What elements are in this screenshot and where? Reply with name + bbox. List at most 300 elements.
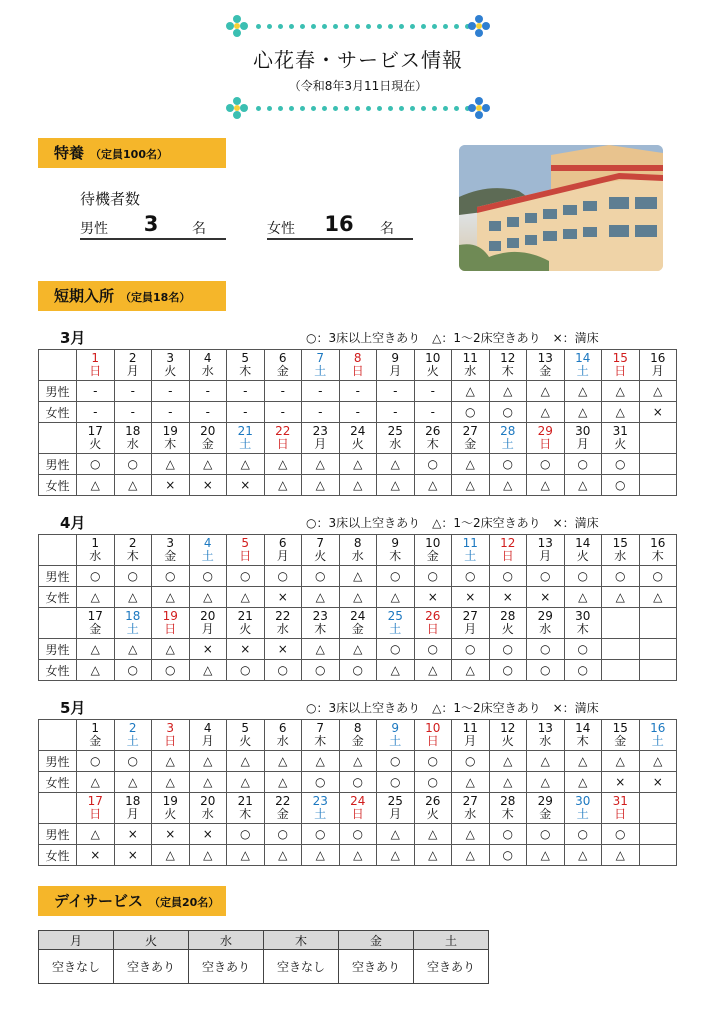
availability-cell: △ [302,587,340,608]
availability-cell: × [189,639,227,660]
availability-cell: ○ [377,772,415,793]
availability-cell: △ [602,845,640,866]
weekday-label: 月 [276,549,289,563]
weekday-label: 月 [389,364,402,378]
date-cell [77,720,115,751]
date-cell [302,423,340,454]
availability-cell: △ [339,639,377,660]
weekday-label: 木 [651,549,664,563]
date-cell [77,423,115,454]
date-number: 26 [425,609,441,623]
availability-cell: 空きなし [264,950,339,984]
weekday-label: 火 [614,437,627,451]
date-number: 29 [537,609,553,623]
decoration-dot [377,106,382,111]
empty-label-cell [39,793,77,824]
availability-cell: × [227,639,265,660]
decoration-dot [256,106,261,111]
date-cell [152,720,190,751]
date-number: 27 [462,794,478,808]
weekday-label: 月 [314,437,327,451]
availability-cell: × [639,772,677,793]
decoration-dot [355,106,360,111]
date-row [39,423,677,454]
availability-cell: △ [527,845,565,866]
date-number: 28 [500,424,516,438]
decoration-dot [421,106,426,111]
availability-cell: - [114,381,152,402]
weekday-label: 火 [501,734,514,748]
availability-cell: ○ [114,454,152,475]
availability-cell: × [152,475,190,496]
availability-cell: △ [77,824,115,845]
day-service-capacity: （定員20名） [148,896,220,909]
availability-cell: △ [339,566,377,587]
weekday-label: 火 [501,622,514,636]
short-stay-heading [38,281,226,311]
availability-cell: △ [489,475,527,496]
date-number: 14 [575,351,591,365]
date-number: 6 [278,351,287,365]
availability-cell: ○ [152,660,190,681]
availability-cell: ○ [377,639,415,660]
date-number: 13 [537,536,553,550]
date-number: 27 [462,424,478,438]
weekday-label: 火 [576,549,589,563]
date-cell [602,423,640,454]
date-number: 16 [650,536,666,550]
availability-cell: × [602,772,640,793]
date-number: 29 [537,424,553,438]
weekday-label: 火 [89,437,102,451]
availability-cell: × [264,639,302,660]
availability-legend: ○：3床以上空きあり △：1～2床空きあり ×：満床 [306,701,599,715]
weekday-header: 木 [264,931,339,950]
short-stay-capacity: （定員18名） [120,291,191,304]
decoration-dot [289,106,294,111]
date-number: 8 [353,351,362,365]
availability-cell: - [152,402,190,423]
date-number: 7 [316,351,325,365]
availability-cell: △ [414,475,452,496]
availability-cell: ○ [564,639,602,660]
date-number: 10 [425,721,441,735]
availability-cell: ○ [77,751,115,772]
availability-cell: 空きあり [339,950,414,984]
weekday-label: 金 [351,622,364,636]
availability-cell [602,660,640,681]
date-number: 24 [350,609,366,623]
weekday-label: 土 [314,807,327,821]
decoration-dot [311,106,316,111]
decoration-dot [267,106,272,111]
weekday-label: 土 [576,364,589,378]
date-cell [152,423,190,454]
date-cell [339,608,377,639]
availability-cell: ○ [602,566,640,587]
date-number: 3 [166,351,175,365]
availability-cell: △ [564,845,602,866]
availability-cell: △ [452,475,490,496]
weekday-label: 日 [426,734,439,748]
availability-cell: ○ [339,772,377,793]
date-cell [527,423,565,454]
availability-cell: ○ [114,566,152,587]
weekday-label: 月 [126,807,139,821]
weekday-label: 土 [501,437,514,451]
availability-cell: △ [564,475,602,496]
date-cell [227,350,265,381]
date-cell [639,423,677,454]
availability-cell: × [189,475,227,496]
availability-cell: △ [639,751,677,772]
date-number: 25 [387,609,403,623]
availability-cell: × [189,824,227,845]
date-number: 30 [575,794,591,808]
date-cell [227,608,265,639]
date-cell [452,423,490,454]
availability-cell: △ [489,751,527,772]
date-number: 21 [237,424,253,438]
availability-cell: ○ [302,824,340,845]
date-cell [77,608,115,639]
availability-cell: △ [227,751,265,772]
decoration-dot [443,24,448,29]
day-service-header-row [39,931,489,950]
date-number: 21 [237,609,253,623]
availability-cell: × [114,824,152,845]
decoration-dot [432,106,437,111]
availability-cell: △ [152,772,190,793]
availability-cell: 空きなし [39,950,114,984]
availability-cell: ○ [302,772,340,793]
date-number: 31 [612,794,628,808]
date-number: 1 [91,536,100,550]
availability-cell: △ [152,587,190,608]
availability-cell: - [189,381,227,402]
availability-cell: △ [564,402,602,423]
date-row [39,793,677,824]
availability-cell: △ [189,751,227,772]
availability-cell: △ [302,454,340,475]
availability-cell: ○ [114,660,152,681]
decoration-dot [344,106,349,111]
availability-cell: ○ [489,824,527,845]
availability-cell: △ [489,772,527,793]
date-cell [452,350,490,381]
special-care-heading [38,138,226,168]
availability-cell: △ [114,587,152,608]
availability-cell: △ [602,402,640,423]
availability-cell: △ [189,587,227,608]
weekday-label: 日 [89,807,102,821]
date-cell [564,535,602,566]
date-cell [377,535,415,566]
date-number: 24 [350,794,366,808]
male-row-label: 男性 [39,751,77,772]
date-number: 20 [200,424,216,438]
weekday-label: 水 [464,807,477,821]
availability-cell: - [77,381,115,402]
weekday-label: 水 [201,364,214,378]
availability-cell: ○ [489,845,527,866]
date-number: 19 [162,424,178,438]
date-number: 23 [312,609,328,623]
availability-cell: × [452,587,490,608]
date-number: 16 [650,351,666,365]
availability-cell: △ [227,454,265,475]
availability-cell: - [302,381,340,402]
availability-cell: △ [77,660,115,681]
availability-cell: - [264,402,302,423]
date-number: 17 [87,794,103,808]
date-number: 20 [200,609,216,623]
date-cell [527,608,565,639]
date-cell [77,535,115,566]
availability-cell: △ [114,475,152,496]
availability-cell: △ [264,751,302,772]
weekday-label: 木 [501,807,514,821]
date-cell [189,350,227,381]
availability-cell: - [114,402,152,423]
page-subtitle: （令和8年3月11日現在） [288,79,428,93]
availability-cell: ○ [377,566,415,587]
weekday-label: 金 [351,734,364,748]
page-title: 心花春・サービス情報 [253,48,463,72]
date-cell [602,535,640,566]
female-row-label: 女性 [39,660,77,681]
flower-icon [226,15,248,37]
decoration-dot [256,24,261,29]
decoration-dot [311,24,316,29]
date-cell [639,793,677,824]
availability-cell: △ [414,845,452,866]
availability-cell: △ [339,845,377,866]
availability-cell: △ [564,381,602,402]
availability-cell: △ [452,772,490,793]
decoration-dot [344,24,349,29]
availability-cell: △ [152,751,190,772]
weekday-label: 木 [576,622,589,636]
date-cell [114,350,152,381]
date-cell [527,535,565,566]
availability-cell: △ [527,751,565,772]
date-number: 15 [612,536,628,550]
decoration-dot [377,24,382,29]
availability-cell: × [639,402,677,423]
date-number: 12 [500,351,516,365]
availability-cell: × [227,475,265,496]
female-row-label: 女性 [39,402,77,423]
date-number: 19 [162,609,178,623]
date-cell [527,350,565,381]
availability-cell: - [377,381,415,402]
availability-cell: ○ [264,824,302,845]
availability-cell: 空きあり [189,950,264,984]
weekday-label: 金 [89,734,102,748]
availability-cell: △ [489,381,527,402]
availability-cell: △ [264,454,302,475]
day-service-status-row [39,950,489,984]
availability-cell: △ [564,751,602,772]
availability-cell: △ [452,381,490,402]
availability-cell: ○ [339,660,377,681]
special-care-capacity: （定員100名） [90,148,168,161]
short-stay-title: 短期入所 [54,287,115,305]
date-cell [489,720,527,751]
date-cell [377,423,415,454]
availability-cell: - [264,381,302,402]
female-underline [267,238,413,240]
female-row-label: 女性 [39,475,77,496]
date-cell [114,720,152,751]
availability-cell: △ [114,639,152,660]
availability-cell: △ [264,475,302,496]
date-number: 5 [241,721,250,735]
availability-cell: △ [564,587,602,608]
date-number: 3 [166,721,175,735]
male-waiting-count: 3 [143,212,159,236]
availability-cell [639,454,677,475]
availability-cell: ○ [302,566,340,587]
availability-cell: ○ [527,566,565,587]
decoration-dot [421,24,426,29]
date-cell [264,535,302,566]
date-cell [639,350,677,381]
weekday-label: 土 [389,734,402,748]
male-label: 男性 [80,221,108,237]
date-cell [489,608,527,639]
weekday-label: 月 [464,622,477,636]
male-row-label: 男性 [39,566,77,587]
weekday-label: 水 [126,437,139,451]
empty-label-cell [39,720,77,751]
date-cell [564,350,602,381]
availability-cell: × [114,845,152,866]
day-service-table [38,930,489,984]
date-number: 30 [575,424,591,438]
availability-cell: ○ [339,824,377,845]
availability-cell: △ [377,587,415,608]
date-number: 14 [575,721,591,735]
month-calendar-table [38,349,677,496]
availability-cell: △ [302,751,340,772]
female-availability-row [39,475,677,496]
availability-cell: × [264,587,302,608]
month-title: 5月 [60,699,86,717]
weekday-label: 火 [239,622,252,636]
date-cell [189,535,227,566]
availability-cell: - [339,381,377,402]
date-number: 12 [500,721,516,735]
date-number: 3 [166,536,175,550]
date-cell [527,720,565,751]
weekday-label: 水 [614,549,627,563]
availability-cell: ○ [264,660,302,681]
weekday-label: 水 [276,622,289,636]
availability-cell: ○ [527,639,565,660]
weekday-label: 水 [539,622,552,636]
month-title: 3月 [60,329,86,347]
date-cell [264,720,302,751]
weekday-label: 木 [164,437,177,451]
availability-cell: △ [302,475,340,496]
availability-cell: △ [152,454,190,475]
decoration-dot [366,106,371,111]
availability-cell: - [414,402,452,423]
weekday-label: 月 [464,734,477,748]
weekday-header: 水 [189,931,264,950]
availability-cell: △ [339,475,377,496]
date-cell [414,535,452,566]
date-cell [189,608,227,639]
availability-cell: △ [189,660,227,681]
weekday-label: 水 [389,437,402,451]
female-waiting-count: 16 [324,212,354,236]
weekday-label: 日 [501,549,514,563]
date-number: 22 [275,609,291,623]
date-cell [302,350,340,381]
availability-cell: - [77,402,115,423]
date-cell [227,423,265,454]
male-availability-row [39,751,677,772]
date-number: 23 [312,424,328,438]
date-cell [377,350,415,381]
availability-cell: △ [602,587,640,608]
date-number: 15 [612,351,628,365]
availability-cell: ○ [452,639,490,660]
weekday-label: 木 [239,364,252,378]
date-number: 1 [91,351,100,365]
date-cell [414,793,452,824]
availability-cell: ○ [639,566,677,587]
date-cell [489,423,527,454]
date-number: 26 [425,794,441,808]
availability-cell: △ [377,475,415,496]
decoration-dot [333,106,338,111]
availability-cell: △ [527,381,565,402]
date-cell [302,608,340,639]
date-number: 19 [162,794,178,808]
date-cell [302,793,340,824]
male-row-label: 男性 [39,639,77,660]
availability-cell: △ [377,824,415,845]
weekday-label: 日 [276,437,289,451]
availability-cell: ○ [564,660,602,681]
availability-cell: ○ [564,454,602,475]
availability-cell: ○ [564,824,602,845]
weekday-label: 月 [126,364,139,378]
availability-cell: △ [639,381,677,402]
decoration-dot [300,106,305,111]
availability-cell: ○ [602,824,640,845]
weekday-label: 水 [539,734,552,748]
date-cell [564,423,602,454]
date-number: 12 [500,536,516,550]
weekday-label: 日 [614,364,627,378]
date-cell [264,350,302,381]
availability-cell: △ [114,772,152,793]
date-number: 4 [203,536,212,550]
availability-cell: △ [377,454,415,475]
male-availability-row [39,454,677,475]
date-number: 18 [125,609,141,623]
date-number: 25 [387,424,403,438]
date-number: 2 [128,721,137,735]
availability-cell: △ [189,845,227,866]
availability-cell: ○ [489,402,527,423]
weekday-label: 土 [126,622,139,636]
